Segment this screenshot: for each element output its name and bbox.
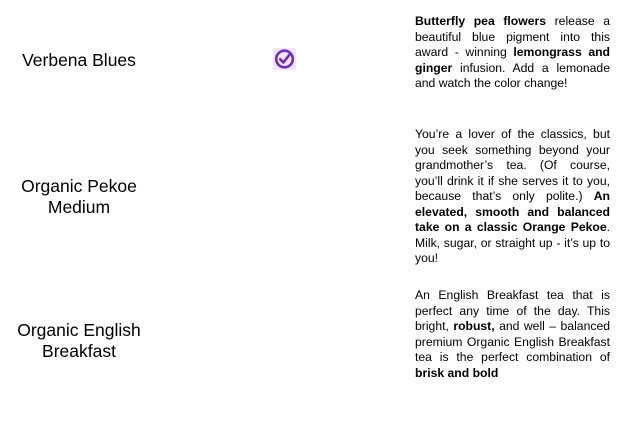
checkmark-circle-icon (273, 48, 296, 70)
tea-description: You’re a lover of the classics, but you seek something beyond your grandmother’s tea. (Of course, you’ll drink it if she serves it to you, because that’s only polite.) An elevated, smooth and balanced take on a classic Orange Pekoe. Milk, sugar, or straight up - it’s up to you! (415, 127, 610, 265)
tea-name: Organic Pekoe Medium (21, 176, 137, 217)
tea-name: Verbena Blues (22, 50, 136, 70)
tea-description: An English Breakfast tea that is perfect any time of the day. This bright, robust, and well – balanced premium Organic English Breakfast tea is the perfect combination of brisk and bold (415, 288, 610, 380)
tea-name: Organic English Breakfast (17, 320, 141, 361)
tea-description: Butterfly pea flowers release a beautiful blue pigment into this award - winning lemongrass and ginger infusion. Add a lemonade and watch the color change! (415, 14, 610, 90)
